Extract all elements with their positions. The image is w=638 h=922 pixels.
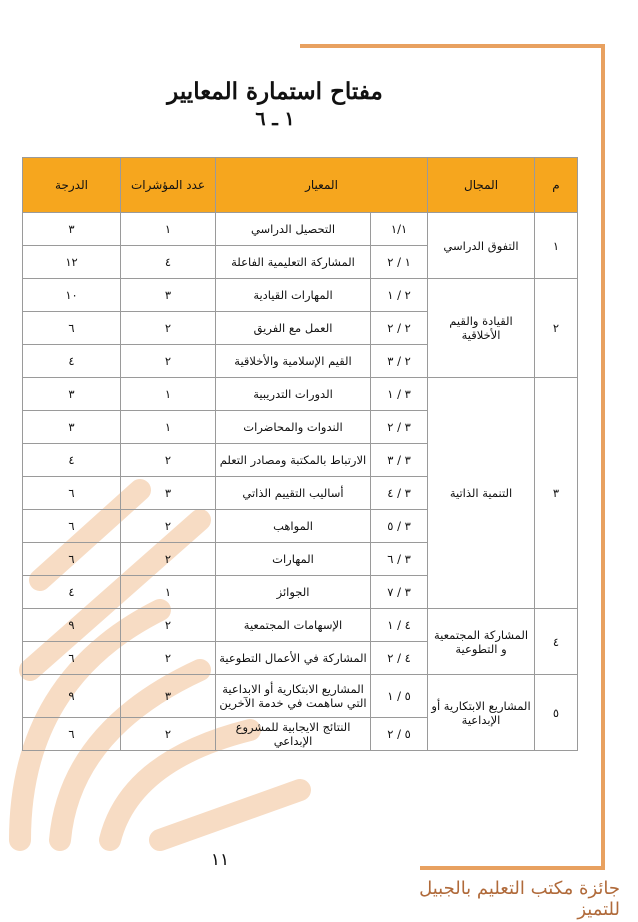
cell-code: ٣ / ٢ [371,411,428,444]
cell-domain: التفوق الدراسي [428,213,535,279]
cell-criterion: التحصيل الدراسي [216,213,371,246]
cell-criterion: المهارات القيادية [216,279,371,312]
cell-domain: القيادة والقيم الأخلاقية [428,279,535,378]
cell-criterion: الدورات التدريبية [216,378,371,411]
cell-criterion: المشاركة في الأعمال التطوعية [216,642,371,675]
cell-criterion: الندوات والمحاضرات [216,411,371,444]
frame-right-border [601,44,605,870]
cell-score: ٦ [23,642,121,675]
cell-criterion: المشاريع الابتكارية أو الابداعية التي ساهمت في خدمة الآخرين [216,675,371,718]
cell-score: ٦ [23,543,121,576]
page-number: ١١ [210,850,230,870]
cell-criterion: الإسهامات المجتمعية [216,609,371,642]
cell-criterion: الجوائز [216,576,371,609]
cell-code: ٣ / ٣ [371,444,428,477]
cell-domain: التنمية الذاتية [428,378,535,609]
cell-indicators: ٣ [121,675,216,718]
cell-score: ٤ [23,345,121,378]
header-indicators: عدد المؤشرات [121,158,216,213]
cell-score: ٣ [23,411,121,444]
cell-indicators: ٤ [121,246,216,279]
cell-m: ٣ [535,378,578,609]
cell-indicators: ٣ [121,279,216,312]
cell-score: ٩ [23,675,121,718]
cell-m: ٤ [535,609,578,675]
cell-code: ٢ / ٢ [371,312,428,345]
cell-score: ٩ [23,609,121,642]
page-subtitle: ١ ـ ٦ [255,108,295,130]
cell-score: ٤ [23,444,121,477]
cell-code: ٣ / ١ [371,378,428,411]
cell-indicators: ١ [121,378,216,411]
cell-code: ٥ / ٢ [371,718,428,751]
cell-criterion: المهارات [216,543,371,576]
cell-score: ٣ [23,213,121,246]
cell-code: ٣ / ٤ [371,477,428,510]
header-score: الدرجة [23,158,121,213]
cell-indicators: ١ [121,411,216,444]
frame-bottom-border [420,866,605,870]
cell-score: ٦ [23,312,121,345]
cell-m: ٢ [535,279,578,378]
cell-criterion: المواهب [216,510,371,543]
cell-criterion: النتائج الايجابية للمشروع الإبداعي [216,718,371,751]
cell-indicators: ٢ [121,543,216,576]
frame-top-border [300,44,605,48]
cell-code: ٤ / ٢ [371,642,428,675]
cell-score: ١٠ [23,279,121,312]
table-row [23,213,578,246]
table-header-row [23,158,578,213]
header-criterion: المعيار [216,158,428,213]
cell-criterion: أساليب التقييم الذاتي [216,477,371,510]
cell-indicators: ٢ [121,718,216,751]
cell-code: ٤ / ١ [371,609,428,642]
page-title: مفتاح استمارة المعايير [167,78,383,105]
cell-code: ٥ / ١ [371,675,428,718]
table-body [23,213,578,751]
header-m: م [535,158,578,213]
cell-score: ٦ [23,718,121,751]
cell-score: ٣ [23,378,121,411]
footer-brand-text: جائزة مكتب التعليم بالجبيل للتميز [419,878,620,920]
cell-indicators: ١ [121,213,216,246]
table-row [23,675,578,718]
cell-code: ١/١ [371,213,428,246]
cell-code: ٣ / ٦ [371,543,428,576]
cell-criterion: القيم الإسلامية والأخلاقية [216,345,371,378]
cell-score: ٤ [23,576,121,609]
cell-m: ٥ [535,675,578,751]
cell-indicators: ١ [121,576,216,609]
cell-indicators: ٢ [121,345,216,378]
cell-indicators: ٢ [121,642,216,675]
cell-code: ٢ / ١ [371,279,428,312]
cell-criterion: الارتباط بالمكتبة ومصادر التعلم [216,444,371,477]
table-row [23,279,578,312]
cell-score: ١٢ [23,246,121,279]
cell-score: ٦ [23,477,121,510]
cell-indicators: ٢ [121,444,216,477]
cell-indicators: ٣ [121,477,216,510]
table-row [23,378,578,411]
cell-domain: المشاركة المجتمعية و التطوعية [428,609,535,675]
cell-m: ١ [535,213,578,279]
cell-code: ٣ / ٥ [371,510,428,543]
table-row [23,609,578,642]
cell-criterion: العمل مع الفريق [216,312,371,345]
cell-code: ٣ / ٧ [371,576,428,609]
cell-indicators: ٢ [121,510,216,543]
cell-indicators: ٢ [121,609,216,642]
cell-code: ٢ / ٣ [371,345,428,378]
criteria-table [22,157,578,751]
cell-criterion: المشاركة التعليمية الفاعلة [216,246,371,279]
cell-indicators: ٢ [121,312,216,345]
cell-domain: المشاريع الابتكارية أو الإبداعية [428,675,535,751]
cell-score: ٦ [23,510,121,543]
header-domain: المجال [428,158,535,213]
cell-code: ١ / ٢ [371,246,428,279]
